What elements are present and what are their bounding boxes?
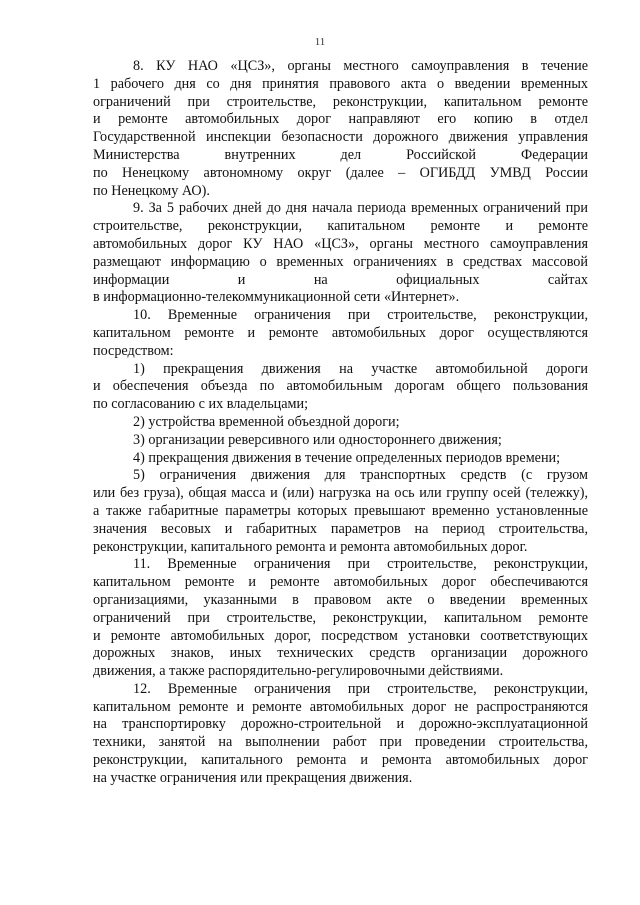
text-line: реконструкции, капитального ремонта и ремонта автомобильных дорог [93, 752, 588, 769]
text-line: ограничений при строительстве, реконструкции, капитальном ремонте [93, 93, 588, 110]
text-line: по Ненецкому АО). [93, 182, 210, 199]
text-line: информации и на официальных сайтах [93, 271, 588, 288]
text-line: строительстве, реконструкции, капитальном ремонте и ремонте [93, 218, 588, 235]
text-line: Министерства внутренних дел Российской Федерации [93, 146, 588, 163]
paragraph [93, 200, 588, 307]
text-line: по Ненецкому автономному округ (далее – ОГИБДД УМВД России [93, 164, 588, 181]
text-line: на участке ограничения или прекращения движения. [93, 769, 413, 786]
text-line: посредством: [93, 342, 174, 359]
text-line: капитальном ремонте и ремонте автомобильных дорог обеспечиваются [93, 574, 588, 591]
text-line: капитальном ремонте и ремонте автомобильных дорог осуществляются [93, 324, 588, 341]
text-line: или без груза), общая масса и (или) нагрузка на ось или группу осей (тележку), [93, 485, 588, 502]
text-line: значения весовых и габаритных параметров на период строительства, [93, 520, 588, 537]
text-line: техники, занятой на выполнении работ при проведении строительства, [93, 734, 588, 751]
text-line: Государственной инспекции безопасности дорожного движения управления [93, 129, 588, 146]
text-line: 11. Временные ограничения при строительстве, реконструкции, [133, 556, 588, 573]
text-line: 12. Временные ограничения при строительстве, реконструкции, [133, 680, 588, 697]
text-line: реконструкции, капитального ремонта и ремонта автомобильных дорог. [93, 538, 528, 555]
paragraph [93, 467, 588, 556]
text-line: по согласованию с их владельцами; [93, 396, 309, 413]
text-line: на транспортировку дорожно-строительной и дорожно-эксплуатационной [93, 716, 588, 733]
paragraph [93, 450, 588, 468]
paragraph [93, 681, 588, 788]
paragraph [93, 361, 588, 414]
text-line: и ремонте автомобильных дорог направляют его копию в отдел [93, 111, 588, 128]
paragraph [93, 414, 588, 432]
text-line: 4) прекращения движения в течение определенных периодов времени; [133, 449, 561, 466]
text-line: размещают информацию о временных ограничениях в средствах массовой [93, 253, 588, 270]
text-line: организациями, указанными в правовом акте о введении временных [93, 591, 588, 608]
text-line: капитальном ремонте и ремонте автомобильных дорог не распространяются [93, 698, 588, 715]
text-line: в информационно-телекоммуникационной сети «Интернет». [93, 289, 460, 306]
text-line: и обеспечения объезда по автомобильным дорогам общего пользования [93, 378, 588, 395]
text-line: а также габаритные параметры которых превышают временно установленные [93, 502, 588, 519]
paragraph [93, 307, 588, 360]
text-line: 10. Временные ограничения при строительстве, реконструкции, [133, 307, 588, 324]
text-line: ограничений при строительстве, реконструкции, капитальном ремонте [93, 609, 588, 626]
text-line: 1) прекращения движения на участке автомобильной дороги [133, 360, 588, 377]
page-number: 11 [314, 36, 326, 48]
paragraph [93, 556, 588, 681]
text-line: 2) устройства временной объездной дороги; [133, 413, 400, 430]
text-line: 8. КУ НАО «ЦСЗ», органы местного самоуправления в течение [133, 58, 588, 74]
document-body [93, 58, 588, 788]
text-line: 3) организации реверсивного или одностороннего движения; [133, 431, 502, 448]
text-line: 9. За 5 рабочих дней до дня начала периода временных ограничений при [133, 200, 588, 217]
text-line: автомобильных дорог КУ НАО «ЦСЗ», органы местного самоуправления [93, 235, 588, 252]
paragraph [93, 58, 588, 200]
text-line: 1 рабочего дня со дня принятия правового акта о введении временных [93, 75, 588, 92]
text-line: 5) ограничения движения для транспортных средств (с грузом [133, 467, 588, 484]
text-line: и ремонте автомобильных дорог, посредством установки соответствующих [93, 627, 588, 644]
text-line: движения, а также распорядительно-регулировочными действиями. [93, 663, 504, 680]
text-line: дорожных знаков, иных технических средств организации дорожного [93, 645, 588, 662]
paragraph [93, 432, 588, 450]
